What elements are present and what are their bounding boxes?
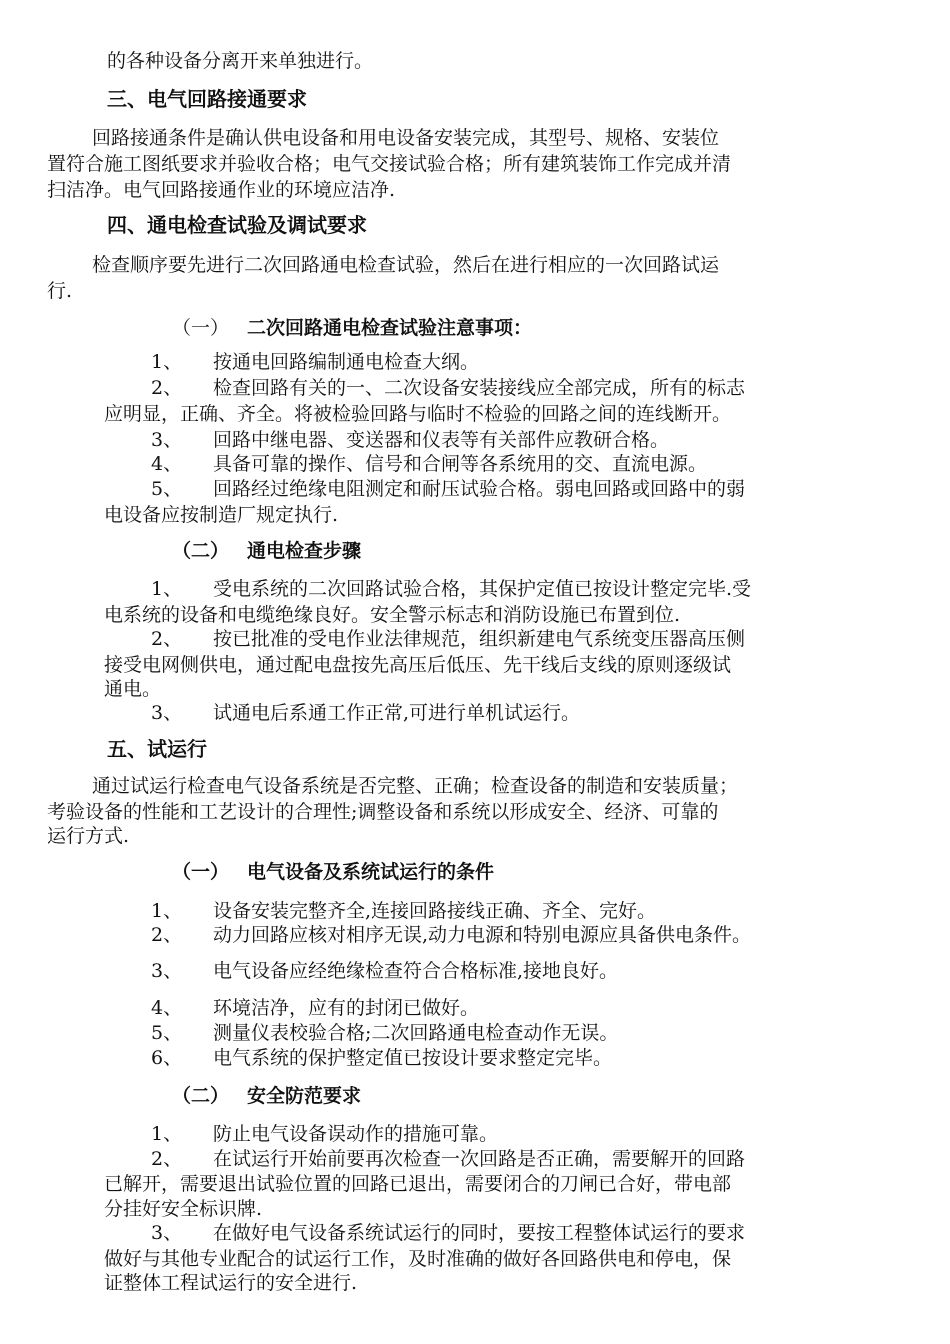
section-heading: 四、通电检查试验及调试要求 [107, 213, 367, 237]
list-text: 测量仪表校验合格;二次回路通电检查动作无误。 [213, 1022, 619, 1044]
list-text: 防止电气设备误动作的措施可靠。 [213, 1123, 499, 1145]
list-number: 3、 [151, 702, 183, 724]
list-number: 2、 [151, 377, 183, 399]
list-text: 环境洁净，应有的封闭已做好。 [213, 997, 480, 1019]
paragraph-line: 置符合施工图纸要求并验收合格；电气交接试验合格；所有建筑装饰工作完成并清 [47, 153, 732, 175]
subsection-heading [172, 1083, 361, 1109]
list-continuation: 分挂好安全标识牌. [104, 1198, 263, 1220]
list-continuation: 电设备应按制造厂规定执行. [104, 504, 339, 526]
list-text: 动力回路应核对相序无误,动力电源和特别电源应具备供电条件。 [213, 924, 752, 946]
section-heading: 三、电气回路接通要求 [107, 87, 307, 111]
list-item [151, 349, 479, 375]
list-text: 受电系统的二次回路试验合格，其保护定值已按设计整定完毕.受 [213, 578, 752, 600]
list-item [151, 1146, 745, 1172]
list-number: 4、 [151, 997, 183, 1019]
paragraph-line: 考验设备的性能和工艺设计的合理性;调整设备和系统以形成安全、经济、可靠的 [47, 801, 719, 823]
list-continuation: 电系统的设备和电缆绝缘良好。安全警示标志和消防设施已布置到位. [104, 604, 681, 626]
list-item [151, 898, 656, 924]
list-item [151, 922, 751, 948]
list-item [151, 451, 707, 477]
list-continuation: 接受电网侧供电，通过配电盘按先高压后低压、先干线后支线的原则逐级试 [104, 654, 732, 676]
list-text: 按已批准的受电作业法律规范，组织新建电气系统变压器高压侧 [213, 628, 746, 650]
list-number: 4、 [151, 453, 183, 475]
paragraph-line: 通过试运行检查电气设备系统是否完整、正确；检查设备的制造和安装质量； [92, 775, 739, 797]
list-number: 1、 [151, 1123, 183, 1145]
subsection-mark: （一） [172, 861, 230, 883]
list-item [151, 700, 580, 726]
list-number: 1、 [151, 578, 183, 600]
list-number: 2、 [151, 1148, 183, 1170]
subsection-title: 通电检查步骤 [247, 540, 362, 562]
subsection-title: 安全防范要求 [247, 1085, 362, 1107]
list-number: 1、 [151, 351, 183, 373]
list-text: 回路中继电器、变送器和仪表等有关部件应教研合格。 [213, 429, 670, 451]
list-number: 5、 [151, 478, 183, 500]
list-number: 3、 [151, 960, 183, 982]
list-number: 5、 [151, 1022, 183, 1044]
subsection-title: 电气设备及系统试运行的条件 [247, 861, 495, 883]
paragraph-line: 的各种设备分离开来单独进行。 [107, 50, 374, 72]
list-text: 按通电回路编制通电检查大纲。 [213, 351, 480, 373]
list-continuation: 已解开，需要退出试验位置的回路已退出，需要闭合的刀闸已合好，带电部 [104, 1173, 732, 1195]
list-item [151, 476, 745, 502]
subsection-title: 二次回路通电检查试验注意事项： [247, 317, 533, 339]
list-text: 检查回路有关的一、二次设备安装接线应全部完成，所有的标志 [213, 377, 746, 399]
list-continuation: 证整体工程试运行的安全进行. [104, 1272, 358, 1294]
list-number: 2、 [151, 628, 183, 650]
subsection-heading [172, 538, 361, 564]
list-continuation: 做好与其他专业配合的试运行工作，及时准确的做好各回路供电和停电，保 [104, 1248, 732, 1270]
list-number: 2、 [151, 924, 183, 946]
list-text: 设备安装完整齐全,连接回路接线正确、齐全、完好。 [213, 900, 657, 922]
list-item [151, 1045, 612, 1071]
list-text: 在做好电气设备系统试运行的同时，要按工程整体试运行的要求 [213, 1222, 746, 1244]
list-item [151, 995, 479, 1021]
paragraph-line: 扫洁净。电气回路接通作业的环境应洁净. [47, 179, 396, 201]
list-number: 1、 [151, 900, 183, 922]
list-item [151, 1121, 498, 1147]
subsection-heading [172, 859, 494, 885]
list-text: 试通电后系通工作正常,可进行单机试运行。 [213, 702, 581, 724]
list-item [151, 626, 745, 652]
subsection-mark: （一） [172, 317, 230, 339]
list-text: 电气设备应经绝缘检查符合合格标准,接地良好。 [213, 960, 619, 982]
list-item [151, 958, 618, 984]
subsection-mark: （二） [172, 540, 230, 562]
list-number: 3、 [151, 1222, 183, 1244]
list-continuation: 应明显，正确、齐全。将被检验回路与临时不检验的回路之间的连线断开。 [104, 403, 732, 425]
list-text: 回路经过绝缘电阻测定和耐压试验合格。弱电回路或回路中的弱 [213, 478, 746, 500]
list-text: 在试运行开始前要再次检查一次回路是否正确，需要解开的回路 [213, 1148, 746, 1170]
subsection-mark: （二） [172, 1085, 230, 1107]
section-heading: 五、试运行 [107, 737, 207, 761]
list-text: 电气系统的保护整定值已按设计要求整定完毕。 [213, 1047, 613, 1069]
list-item [151, 576, 751, 602]
list-number: 3、 [151, 429, 183, 451]
subsection-heading [172, 315, 532, 341]
paragraph-line: 行. [47, 280, 73, 302]
list-item [151, 427, 669, 453]
list-item [151, 375, 745, 401]
list-continuation: 通电。 [104, 678, 162, 700]
paragraph-line: 运行方式. [47, 825, 130, 847]
list-item [151, 1220, 745, 1246]
paragraph-line: 检查顺序要先进行二次回路通电检查试验，然后在进行相应的一次回路试运 [92, 254, 720, 276]
paragraph-line: 回路接通条件是确认供电设备和用电设备安装完成，其型号、规格、安装位 [92, 127, 720, 149]
list-item [151, 1020, 618, 1046]
list-number: 6、 [151, 1047, 183, 1069]
list-text: 具备可靠的操作、信号和合闸等各系统用的交、直流电源。 [213, 453, 708, 475]
